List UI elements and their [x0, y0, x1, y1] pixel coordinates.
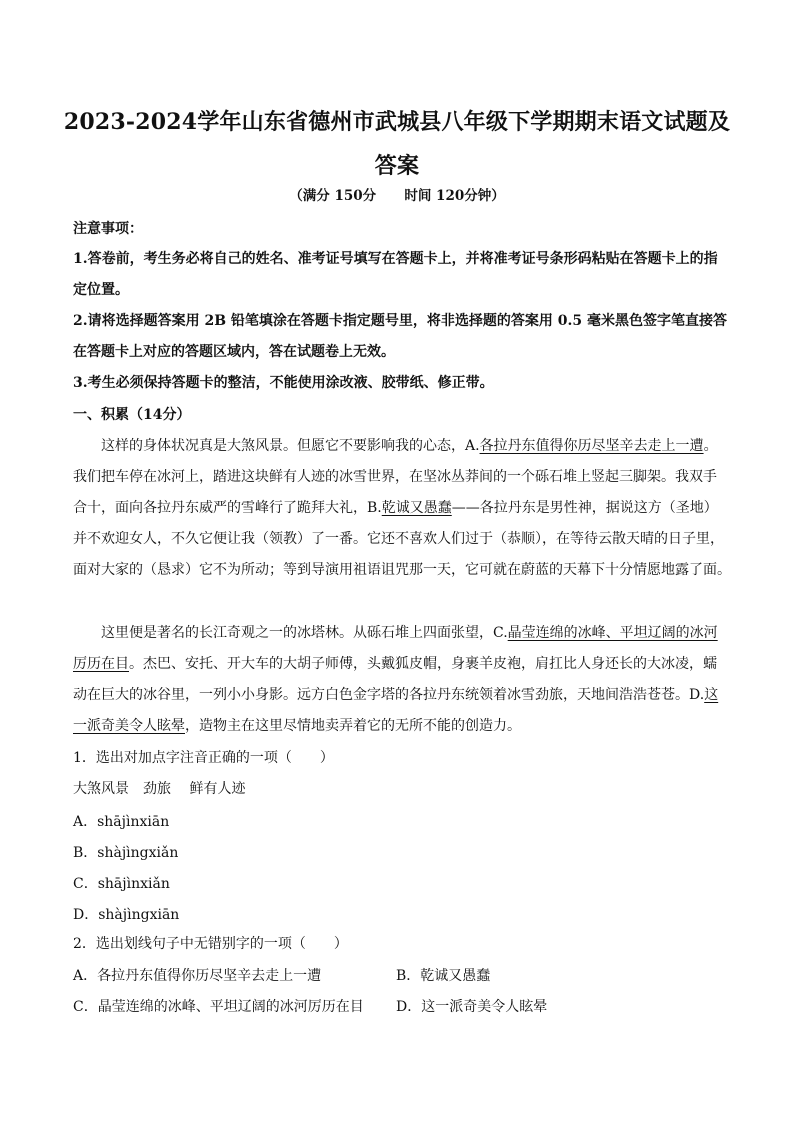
- passage-1-line-1: 这样的身体状况真是大煞风景。但愿它不要影响我的心态，A.各拉丹东值得你历尽坚辛去走上一遭。: [101, 438, 718, 454]
- question-1-option-c[interactable]: C．shājìnxiǎn: [73, 876, 170, 892]
- passage-2-line-1: 这里便是著名的长江奇观之一的冰塔林。从砾石堆上四面张望，C.晶莹连绵的冰峰、平坦辽阔的冰河: [101, 625, 718, 641]
- passage-2-line-3: 动在巨大的冰谷里，一列小小身影。远方白色金字塔的各拉丹东统领着冰雪劲旅，天地间浩浩苍苍。D.这: [73, 687, 719, 703]
- passage-2-line-4: 一派奇美令人眩晕，造物主在这里尽情地卖弄着它的无所不能的创造力。: [73, 718, 521, 734]
- passage-1-line-3: 合十，面向各拉丹东威严的雪峰行了跪拜大礼，B.乾诚又愚蠢——各拉丹东是男性神，据说这方（圣地）: [73, 500, 718, 516]
- underlined-sentence-d-part-1: 这: [704, 687, 719, 703]
- question-1-option-d[interactable]: D．shàjìngxiān: [73, 907, 180, 923]
- page-title: 2023-2024学年山东省德州市武城县八年级下学期期末语文试题及答案: [63, 109, 731, 179]
- question-2-option-d[interactable]: D．这一派奇美令人眩晕: [396, 999, 548, 1015]
- exam-info: （满分 150分 时间 120分钟）: [289, 188, 505, 204]
- underlined-sentence-b: 乾诚又愚蠢: [381, 500, 452, 516]
- question-2-option-c[interactable]: C．晶莹连绵的冰峰、平坦辽阔的冰河厉历在目: [73, 999, 364, 1015]
- question-1-option-a[interactable]: A．shājìnxiān: [73, 814, 170, 830]
- note-3: 3.考生必须保持答题卡的整洁，不能使用涂改液、胶带纸、修正带。: [73, 375, 494, 391]
- notes-heading: 注意事项：: [73, 221, 143, 237]
- question-1-option-b[interactable]: B．shàjìngxiǎn: [73, 845, 179, 861]
- passage-1-line-2: 我们把车停在冰河上，踏进这块鲜有人迹的冰雪世界，在坚冰丛莽间的一个砾石堆上竖起三脚架。我双手: [73, 469, 717, 485]
- underlined-sentence-a: 各拉丹东值得你历尽坚辛去走上一遭: [479, 438, 704, 454]
- question-1-stem: 1．选出对加点字注音正确的一项（ ）: [73, 750, 334, 766]
- underlined-sentence-c-part-2: 厉历在目: [73, 656, 129, 672]
- question-1-words: 大煞风景 劲旅 鲜有人迹: [73, 781, 246, 797]
- note-2-line-2: 在答题卡上对应的答题区域内，答在试题卷上无效。: [73, 344, 395, 360]
- note-1-line-1: 1.答卷前，考生务必将自己的姓名、准考证号填写在答题卡上，并将准考证号条形码粘贴在答题卡上的指: [73, 251, 718, 267]
- passage-1-line-5: 面对大家的（恳求）它不为所动；等到导演用祖语诅咒那一天，它可就在蔚蓝的天幕下十分情愿地露了面。: [73, 562, 731, 578]
- section-heading-accumulation: 一、积累（14分）: [73, 407, 191, 423]
- underlined-sentence-d-part-2: 一派奇美令人眩晕: [73, 718, 185, 734]
- question-2-option-a[interactable]: A．各拉丹东值得你历尽坚辛去走上一遭: [73, 968, 322, 984]
- note-1-line-2: 定位置。: [73, 282, 129, 298]
- passage-1-line-4: 并不欢迎女人，不久它便让我（领教）了一番。它还不喜欢人们过于（恭顺），在等待云散天晴的日子里，: [73, 531, 724, 547]
- underlined-sentence-c-part-1: 晶莹连绵的冰峰、平坦辽阔的冰河: [507, 625, 718, 641]
- note-2-line-1: 2.请将选择题答案用 2B 铅笔填涂在答题卡指定题号里，将非选择题的答案用 0.5 毫米黑色签字笔直接答: [73, 313, 728, 329]
- question-2-option-b[interactable]: B．乾诚又愚蠢: [396, 968, 491, 984]
- passage-2-line-2: 厉历在目。杰巴、安托、开大车的大胡子师傅，头戴狐皮帽，身裹羊皮袍，肩扛比人身还长的大冰凌，蠕: [73, 656, 717, 672]
- question-2-stem: 2．选出划线句子中无错别字的一项（ ）: [73, 936, 348, 952]
